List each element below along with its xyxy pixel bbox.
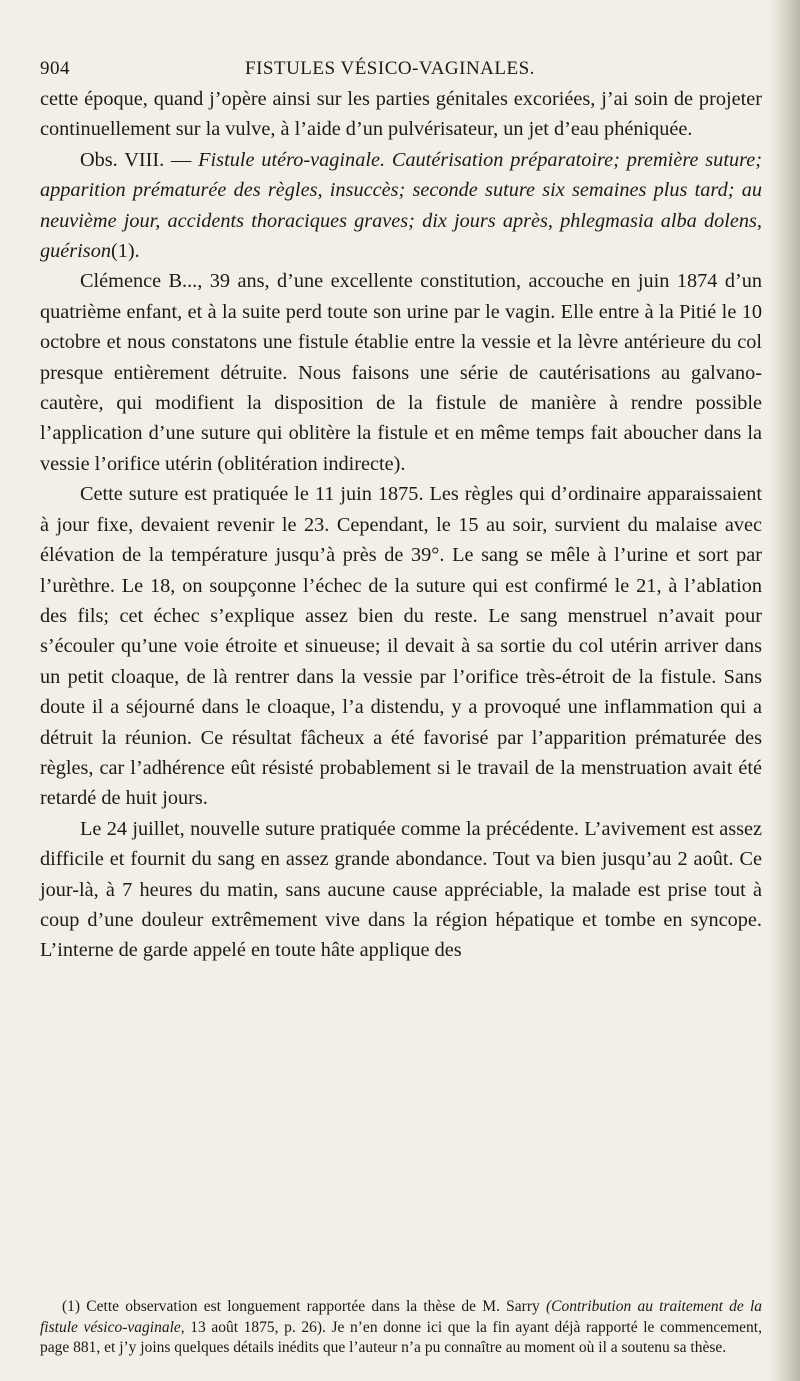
- paragraph-case-history: Clémence B..., 39 ans, d’une excellente constitution, accouche en juin 1874 d’un quatrième enfant, et à la suite perd toute son urine par le vagin. Elle entre à la Pitié le 10 octobre et nous constatons une fistule établie entre la vessie et la lèvre antérieure du col presque entièrement détruite. Nous faisons une série de cautérisations au galvano-cautère, qui modifient la disposition de la fistule de manière à rendre possible l’application d’une suture qui oblitère la fistule et en même temps fait aboucher dans la vessie l’orifice utérin (oblitération indirecte).: [40, 270, 762, 475]
- running-title: FISTULES VÉSICO-VAGINALES.: [245, 58, 535, 79]
- paragraph-intro: cette époque, quand j’opère ainsi sur les parties génitales excoriées, j’ai soin de projeter continuellement sur la vulve, à l’aide d’un pulvérisateur, un jet d’eau phéniquée.: [40, 88, 762, 141]
- footnote-text: [40, 1297, 762, 1359]
- observation-label: Obs. VIII. —: [80, 148, 199, 171]
- page-header: [40, 58, 760, 84]
- observation-title: Fistule utéro-vaginale. Cautérisation préparatoire; première suture; apparition prématurée des règles, insuccès; seconde suture six semaines plus tard; au neuvième jour, accidents thoraciques graves; dix jours après, phlegmasia alba dolens, guérison: [40, 148, 762, 263]
- footnote-part-1: (1) Cette observation est longuement rapportée dans la thèse de M. Sarry: [62, 1298, 546, 1315]
- footnote-reference: (1).: [110, 240, 140, 263]
- footnote-italic-title: (Contribution au traitement de la fistule vésico-vaginale: [40, 1298, 763, 1336]
- page-edge-shadow: [770, 0, 800, 1381]
- footnote-part-2: , 13 août 1875, p. 26). Je n’en donne ici que la fin ayant déjà rapporté le commencement, page 881, et j’y joins quelques détails inédits que l’auteur n’a pu connaître au moment où il a soutenu sa thèse.: [40, 1318, 762, 1356]
- page-number: 904: [40, 58, 70, 79]
- body-text: [40, 84, 762, 966]
- paragraph-second-suture: Le 24 juillet, nouvelle suture pratiquée comme la précédente. L’avivement est assez difficile et fournit du sang en assez grande abondance. Tout va bien jusqu’au 2 août. Ce jour-là, à 7 heures du matin, sans aucune cause appréciable, la malade est prise tout à coup d’une douleur extrêmement vive dans la région hépatique et tombe en syncope. L’interne de garde appelé en toute hâte applique des: [40, 817, 762, 962]
- observation-heading: [40, 145, 762, 267]
- footnote: [40, 1297, 762, 1359]
- paragraph-first-suture: Cette suture est pratiquée le 11 juin 1875. Les règles qui d’ordinaire apparaissaient à jour fixe, devaient revenir le 23. Cependant, le 15 au soir, survient du malaise avec élévation de la température jusqu’à près de 39°. Le sang se mêle à l’urine et sort par l’urèthre. Le 18, on soupçonne l’échec de la suture qui est confirmé le 21, à l’ablation des fils; cet échec s’explique assez bien du reste. Le sang menstruel n’avait pour s’écouler qu’une voie étroite et sinueuse; il devait à sa sortie du col utérin arriver dans un petit cloaque, de là rentrer dans la vessie par l’orifice très-étroit de la fistule. Sans doute il a séjourné dans le cloaque, l’a distendu, y a provoqué une inflammation qui a détruit la réunion. Ce résultat fâcheux a été favorisé par l’apparition prématurée des règles, car l’adhérence eût résisté probablement si le travail de la menstruation avait été retardé de huit jours.: [40, 483, 762, 810]
